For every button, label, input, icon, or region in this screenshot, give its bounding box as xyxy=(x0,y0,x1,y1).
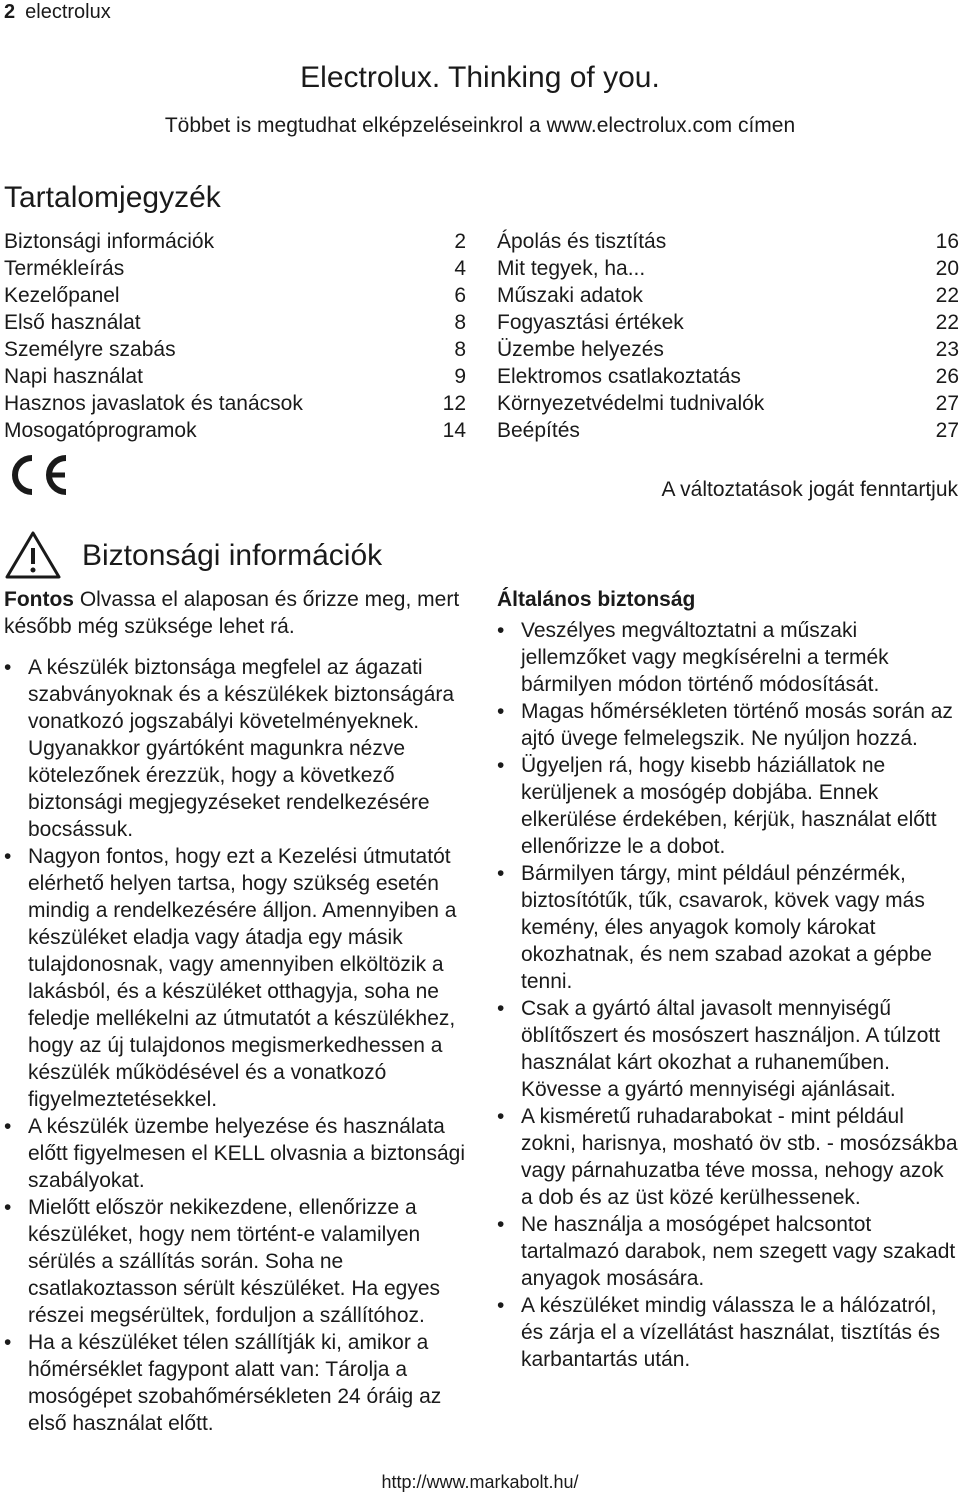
rights-note: A változtatások jogát fenntartjuk xyxy=(661,478,958,501)
safety-left-list xyxy=(4,654,466,1437)
toc-entry-label: Személyre szabás xyxy=(4,338,176,361)
toc-entry[interactable] xyxy=(497,309,959,336)
safety-bullet-item: • Ha a készüléket télen szállítják ki, amikor a hőmérséklet fagypont alatt van: Tárolja a mosógépet szobahőmérsékleten 24 óráig az első használat előtt. xyxy=(4,1329,466,1437)
toc-entry[interactable] xyxy=(4,228,466,255)
toc-entry[interactable] xyxy=(497,363,959,390)
page-header xyxy=(4,0,111,24)
toc-entry[interactable] xyxy=(4,417,466,444)
toc-entry-page: 22 xyxy=(935,311,959,334)
safety-bullet-item: • Csak a gyártó által javasolt mennyiségű öblítőszert és mosószert használjon. A túlzott használat kárt okozhat a ruhaneműben. Kövesse a gyártó mennyiségi ajánlásait. xyxy=(497,995,959,1103)
footer-url: http://www.markabolt.hu/ xyxy=(381,1472,579,1492)
toc-entry-page: 2 xyxy=(454,230,466,253)
toc-entry-page: 9 xyxy=(454,365,466,388)
toc-entry-label: Ápolás és tisztítás xyxy=(497,230,667,253)
toc-entry[interactable] xyxy=(497,417,959,444)
toc-entry[interactable] xyxy=(4,282,466,309)
toc-entry-label: Mosogatóprogramok xyxy=(4,419,197,442)
safety-bullet-item: • Ne használja a mosógépet halcsontot tartalmazó darabok, nem szegett vagy szakadt anyagok mosására. xyxy=(497,1211,959,1292)
safety-bullet-item: • Mielőtt először nekikezdene, ellenőrizze a készüléket, hogy nem történt-e valamilyen sérülés a szállítás során. Soha ne csatlakoztasson sérült készüléket. Ha egyes részei megsérültek, forduljon a szállítóhoz. xyxy=(4,1194,466,1329)
toc-entry-page: 20 xyxy=(935,257,959,280)
toc-right-column xyxy=(497,228,959,444)
toc-entry-label: Fogyasztási értékek xyxy=(497,311,684,334)
toc-entry-page: 22 xyxy=(935,284,959,307)
brand-tagline-text: Electrolux. Thinking of you. xyxy=(300,61,660,94)
safety-bullet-item: • A készülék biztonsága megfelel az ágazati szabványoknak és a készülékek biztonságára vonatkozó jogszabályi követelményeknek. Ugyanakkor gyártóként magunkra nézve kötelezőnek érezzük, hogy a következő biztonsági megjegyzéseket rendelkezésére bocsássuk. xyxy=(4,654,466,843)
toc-entry-label: Beépítés xyxy=(497,419,580,442)
toc-entry-page: 26 xyxy=(935,365,959,388)
toc-entry[interactable] xyxy=(497,255,959,282)
safety-lead xyxy=(4,586,466,640)
safety-left-column xyxy=(4,586,466,1437)
toc-entry-page: 14 xyxy=(442,419,466,442)
warning-icon xyxy=(4,530,62,580)
safety-bullet-item: • Magas hőmérsékleten történő mosás során az ajtó üvege felmelegszik. Ne nyúljon hozzá. xyxy=(497,698,959,752)
toc-entry[interactable] xyxy=(497,390,959,417)
ce-mark-icon xyxy=(4,452,70,498)
toc-entry-label: Mit tegyek, ha... xyxy=(497,257,646,280)
toc-entry-label: Elektromos csatlakoztatás xyxy=(497,365,741,388)
toc-entry[interactable] xyxy=(497,282,959,309)
toc-entry[interactable] xyxy=(497,228,959,255)
brand-tagline xyxy=(0,58,960,98)
safety-right-column xyxy=(497,586,959,1373)
toc-entry[interactable] xyxy=(497,336,959,363)
safety-bullet-item: • Nagyon fontos, hogy ezt a Kezelési útmutatót elérhető helyen tartsa, hogy szükség esetén mindig a rendelkezésére álljon. Amennyiben a készüléket eladja vagy átadja egy másik tulajdonosnak, vagy amennyiben elköltözik a lakásból, és a készüléket otthagyja, soha ne feledje mellékelni az útmutatót a készülékhez, hogy az új tulajdonos megismerkedhessen a készülék működésével és a vonatkozó figyelmeztetésekkel. xyxy=(4,843,466,1113)
toc-entry-label: Első használat xyxy=(4,311,141,334)
safety-bullet-item: • Veszélyes megváltoztatni a műszaki jellemzőket vagy megkísérelni a termék bármilyen módon történő módosítását. xyxy=(497,617,959,698)
safety-bullet-item: • A kisméretű ruhadarabokat - mint például zokni, harisnya, mosható öv stb. - mosózsákba vagy párnahuzatba téve mossa, nehogy azok a dob és az üst közé kerülhessenek. xyxy=(497,1103,959,1211)
safety-section-title: Biztonsági információk xyxy=(82,539,383,572)
toc-entry-page: 16 xyxy=(935,230,959,253)
toc-entry-page: 12 xyxy=(442,392,466,415)
toc-entry-page: 23 xyxy=(935,338,959,361)
toc-entry-page: 27 xyxy=(935,419,959,442)
lead-bold: Fontos xyxy=(4,588,74,611)
toc-entry[interactable] xyxy=(4,363,466,390)
safety-bullet-item: • Bármilyen tárgy, mint például pénzérmék, biztosítótűk, tűk, csavarok, kövek vagy más kemény, éles anyagok komoly károkat okozhatnak, és nem szabad azokat a gépbe tenni. xyxy=(497,860,959,995)
website-note: Többet is megtudhat elképzeléseinkrol a www.electrolux.com címen xyxy=(164,114,796,137)
general-safety-heading: Általános biztonság xyxy=(497,588,696,611)
toc-entry[interactable] xyxy=(4,255,466,282)
toc-entry-label: Biztonsági információk xyxy=(4,230,215,253)
toc-entry[interactable] xyxy=(4,390,466,417)
toc-title: Tartalomjegyzék xyxy=(4,181,221,214)
toc-entry-label: Környezetvédelmi tudnivalók xyxy=(497,392,765,415)
toc-entry-page: 27 xyxy=(935,392,959,415)
page-number: 2 xyxy=(4,1,16,23)
toc-entry-label: Napi használat xyxy=(4,365,143,388)
toc-entry-label: Üzembe helyezés xyxy=(497,338,664,361)
toc-entry[interactable] xyxy=(4,336,466,363)
toc-left-column xyxy=(4,228,466,444)
toc-entry-label: Kezelőpanel xyxy=(4,284,120,307)
toc-entry-label: Műszaki adatok xyxy=(497,284,643,307)
toc-entry-page: 6 xyxy=(454,284,466,307)
safety-bullet-item: • Ügyeljen rá, hogy kisebb háziállatok ne kerüljenek a mosógép dobjába. Ennek elkerülése érdekében, kérjük, használat előtt ellenőrizze le a dobot. xyxy=(497,752,959,860)
toc-entry-label: Hasznos javaslatok és tanácsok xyxy=(4,392,303,415)
toc-entry-page: 4 xyxy=(454,257,466,280)
header-brand: electrolux xyxy=(25,1,111,23)
safety-bullet-item: • A készülék üzembe helyezése és használata előtt figyelmesen el KELL olvasnia a biztonsági szabályokat. xyxy=(4,1113,466,1194)
toc-entry-label: Termékleírás xyxy=(4,257,125,280)
safety-bullet-item: • A készüléket mindig válassza le a hálózatról, és zárja el a vízellátást használat, tisztítás és karbantartás után. xyxy=(497,1292,959,1373)
toc-entry-page: 8 xyxy=(454,338,466,361)
lead-text: Olvassa el alaposan és őrizze meg, mert később még szüksége lehet rá. xyxy=(4,588,460,638)
toc-entry-page: 8 xyxy=(454,311,466,334)
toc-entry[interactable] xyxy=(4,309,466,336)
safety-right-list xyxy=(497,617,959,1373)
